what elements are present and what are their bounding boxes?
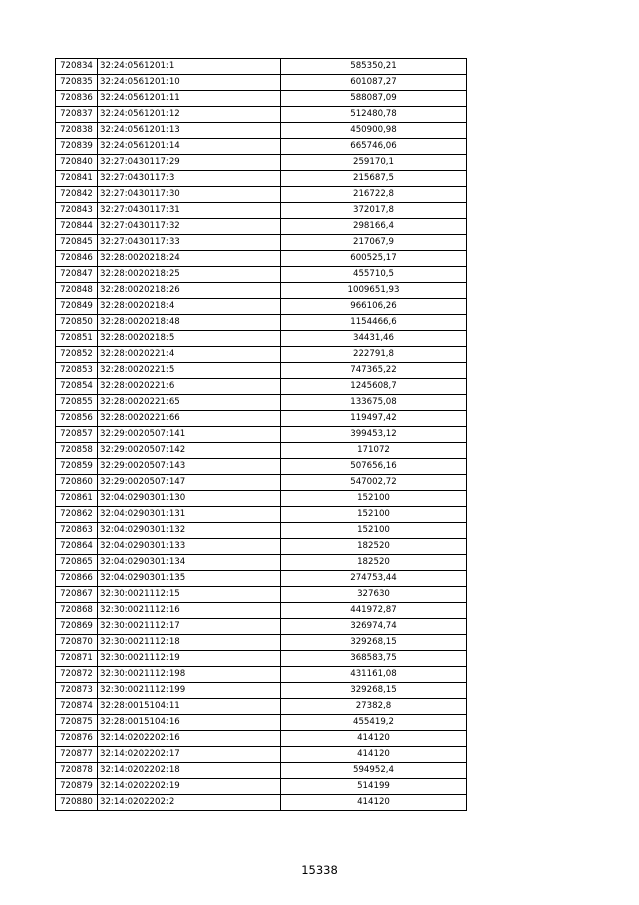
table-row xyxy=(56,507,467,523)
row-number-cell: 720863 xyxy=(56,523,98,539)
table-row xyxy=(56,347,467,363)
cadastral-number-cell: 32:24:0561201:12 xyxy=(98,107,281,123)
cadastral-number-cell: 32:14:0202202:19 xyxy=(98,779,281,795)
table-row xyxy=(56,715,467,731)
cadastral-value-cell: 216722,8 xyxy=(281,187,467,203)
row-number-cell: 720841 xyxy=(56,171,98,187)
row-number-cell: 720875 xyxy=(56,715,98,731)
table-row xyxy=(56,299,467,315)
row-number-cell: 720848 xyxy=(56,283,98,299)
row-number-cell: 720859 xyxy=(56,459,98,475)
cadastral-number-cell: 32:29:0020507:141 xyxy=(98,427,281,443)
cadastral-number-cell: 32:24:0561201:13 xyxy=(98,123,281,139)
table-row xyxy=(56,747,467,763)
cadastral-number-cell: 32:28:0020218:25 xyxy=(98,267,281,283)
table-row xyxy=(56,91,467,107)
cadastral-number-cell: 32:28:0020221:6 xyxy=(98,379,281,395)
table-row xyxy=(56,763,467,779)
cadastral-value-cell: 547002,72 xyxy=(281,475,467,491)
row-number-cell: 720878 xyxy=(56,763,98,779)
cadastral-value-cell: 414120 xyxy=(281,747,467,763)
cadastral-number-cell: 32:27:0430117:30 xyxy=(98,187,281,203)
page-number: 15338 xyxy=(301,863,338,877)
cadastral-value-cell: 966106,26 xyxy=(281,299,467,315)
row-number-cell: 720834 xyxy=(56,59,98,75)
row-number-cell: 720851 xyxy=(56,331,98,347)
cadastral-value-cell: 585350,21 xyxy=(281,59,467,75)
cadastral-number-cell: 32:28:0020218:5 xyxy=(98,331,281,347)
cadastral-value-cell: 399453,12 xyxy=(281,427,467,443)
table-row xyxy=(56,203,467,219)
cadastral-number-cell: 32:28:0015104:16 xyxy=(98,715,281,731)
cadastral-value-cell: 298166,4 xyxy=(281,219,467,235)
cadastral-number-cell: 32:27:0430117:29 xyxy=(98,155,281,171)
table-row xyxy=(56,587,467,603)
cadastral-value-cell: 601087,27 xyxy=(281,75,467,91)
cadastral-number-cell: 32:14:0202202:18 xyxy=(98,763,281,779)
table-row xyxy=(56,779,467,795)
row-number-cell: 720839 xyxy=(56,139,98,155)
cadastral-number-cell: 32:28:0020221:4 xyxy=(98,347,281,363)
cadastral-number-cell: 32:30:0021112:198 xyxy=(98,667,281,683)
table-row xyxy=(56,107,467,123)
table-row xyxy=(56,667,467,683)
table-row xyxy=(56,651,467,667)
cadastral-value-cell: 514199 xyxy=(281,779,467,795)
cadastral-number-cell: 32:27:0430117:32 xyxy=(98,219,281,235)
cadastral-number-cell: 32:04:0290301:135 xyxy=(98,571,281,587)
cadastral-value-cell: 329268,15 xyxy=(281,683,467,699)
cadastral-number-cell: 32:24:0561201:11 xyxy=(98,91,281,107)
cadastral-value-cell: 594952,4 xyxy=(281,763,467,779)
cadastral-number-cell: 32:28:0020221:66 xyxy=(98,411,281,427)
cadastral-number-cell: 32:04:0290301:134 xyxy=(98,555,281,571)
cadastral-value-cell: 222791,8 xyxy=(281,347,467,363)
table-row xyxy=(56,571,467,587)
cadastral-number-cell: 32:28:0020218:26 xyxy=(98,283,281,299)
table-row xyxy=(56,731,467,747)
cadastral-number-cell: 32:28:0020218:4 xyxy=(98,299,281,315)
table-row xyxy=(56,427,467,443)
cadastral-value-table xyxy=(55,58,467,811)
cadastral-number-cell: 32:30:0021112:16 xyxy=(98,603,281,619)
cadastral-value-cell: 414120 xyxy=(281,795,467,811)
cadastral-number-cell: 32:24:0561201:1 xyxy=(98,59,281,75)
row-number-cell: 720850 xyxy=(56,315,98,331)
cadastral-number-cell: 32:30:0021112:19 xyxy=(98,651,281,667)
cadastral-value-cell: 1154466,6 xyxy=(281,315,467,331)
cadastral-value-cell: 414120 xyxy=(281,731,467,747)
cadastral-value-cell: 326974,74 xyxy=(281,619,467,635)
table-row xyxy=(56,379,467,395)
cadastral-number-cell: 32:27:0430117:33 xyxy=(98,235,281,251)
cadastral-value-cell: 34431,46 xyxy=(281,331,467,347)
row-number-cell: 720873 xyxy=(56,683,98,699)
row-number-cell: 720866 xyxy=(56,571,98,587)
row-number-cell: 720843 xyxy=(56,203,98,219)
cadastral-value-cell: 507656,16 xyxy=(281,459,467,475)
cadastral-value-cell: 171072 xyxy=(281,443,467,459)
cadastral-value-cell: 182520 xyxy=(281,539,467,555)
table-row xyxy=(56,331,467,347)
row-number-cell: 720845 xyxy=(56,235,98,251)
table-row xyxy=(56,251,467,267)
row-number-cell: 720838 xyxy=(56,123,98,139)
cadastral-value-cell: 329268,15 xyxy=(281,635,467,651)
cadastral-value-cell: 259170,1 xyxy=(281,155,467,171)
table-row xyxy=(56,459,467,475)
cadastral-value-cell: 217067,9 xyxy=(281,235,467,251)
row-number-cell: 720858 xyxy=(56,443,98,459)
row-number-cell: 720877 xyxy=(56,747,98,763)
cadastral-number-cell: 32:14:0202202:16 xyxy=(98,731,281,747)
cadastral-number-cell: 32:28:0015104:11 xyxy=(98,699,281,715)
table-row xyxy=(56,523,467,539)
cadastral-value-cell: 747365,22 xyxy=(281,363,467,379)
row-number-cell: 720856 xyxy=(56,411,98,427)
cadastral-value-cell: 588087,09 xyxy=(281,91,467,107)
row-number-cell: 720874 xyxy=(56,699,98,715)
row-number-cell: 720840 xyxy=(56,155,98,171)
table-row xyxy=(56,283,467,299)
table-row xyxy=(56,475,467,491)
row-number-cell: 720868 xyxy=(56,603,98,619)
row-number-cell: 720867 xyxy=(56,587,98,603)
cadastral-value-cell: 215687,5 xyxy=(281,171,467,187)
cadastral-number-cell: 32:04:0290301:131 xyxy=(98,507,281,523)
table-row xyxy=(56,699,467,715)
row-number-cell: 720837 xyxy=(56,107,98,123)
table-row xyxy=(56,491,467,507)
cadastral-value-cell: 455419,2 xyxy=(281,715,467,731)
table-row xyxy=(56,411,467,427)
row-number-cell: 720842 xyxy=(56,187,98,203)
row-number-cell: 720876 xyxy=(56,731,98,747)
cadastral-number-cell: 32:29:0020507:143 xyxy=(98,459,281,475)
cadastral-value-cell: 1245608,7 xyxy=(281,379,467,395)
row-number-cell: 720853 xyxy=(56,363,98,379)
cadastral-number-cell: 32:24:0561201:10 xyxy=(98,75,281,91)
cadastral-value-cell: 512480,78 xyxy=(281,107,467,123)
cadastral-value-cell: 372017,8 xyxy=(281,203,467,219)
row-number-cell: 720864 xyxy=(56,539,98,555)
row-number-cell: 720880 xyxy=(56,795,98,811)
table-row xyxy=(56,155,467,171)
cadastral-number-cell: 32:28:0020218:48 xyxy=(98,315,281,331)
cadastral-number-cell: 32:28:0020221:5 xyxy=(98,363,281,379)
row-number-cell: 720846 xyxy=(56,251,98,267)
cadastral-number-cell: 32:30:0021112:15 xyxy=(98,587,281,603)
cadastral-value-cell: 455710,5 xyxy=(281,267,467,283)
table-row xyxy=(56,395,467,411)
cadastral-value-cell: 450900,98 xyxy=(281,123,467,139)
cadastral-number-cell: 32:30:0021112:17 xyxy=(98,619,281,635)
row-number-cell: 720855 xyxy=(56,395,98,411)
table-row xyxy=(56,315,467,331)
cadastral-number-cell: 32:30:0021112:199 xyxy=(98,683,281,699)
table-row xyxy=(56,187,467,203)
row-number-cell: 720860 xyxy=(56,475,98,491)
table-row xyxy=(56,555,467,571)
row-number-cell: 720847 xyxy=(56,267,98,283)
row-number-cell: 720844 xyxy=(56,219,98,235)
row-number-cell: 720849 xyxy=(56,299,98,315)
cadastral-number-cell: 32:30:0021112:18 xyxy=(98,635,281,651)
cadastral-value-cell: 133675,08 xyxy=(281,395,467,411)
cadastral-value-cell: 441972,87 xyxy=(281,603,467,619)
row-number-cell: 720852 xyxy=(56,347,98,363)
cadastral-number-cell: 32:14:0202202:2 xyxy=(98,795,281,811)
row-number-cell: 720854 xyxy=(56,379,98,395)
cadastral-value-cell: 152100 xyxy=(281,491,467,507)
table-row xyxy=(56,59,467,75)
row-number-cell: 720879 xyxy=(56,779,98,795)
cadastral-value-cell: 600525,17 xyxy=(281,251,467,267)
cadastral-number-cell: 32:04:0290301:132 xyxy=(98,523,281,539)
cadastral-value-cell: 1009651,93 xyxy=(281,283,467,299)
cadastral-value-cell: 368583,75 xyxy=(281,651,467,667)
cadastral-number-cell: 32:29:0020507:147 xyxy=(98,475,281,491)
cadastral-value-cell: 327630 xyxy=(281,587,467,603)
table-row xyxy=(56,219,467,235)
cadastral-value-cell: 182520 xyxy=(281,555,467,571)
table-row xyxy=(56,795,467,811)
cadastral-number-cell: 32:14:0202202:17 xyxy=(98,747,281,763)
cadastral-value-cell: 27382,8 xyxy=(281,699,467,715)
table-row xyxy=(56,603,467,619)
table-row xyxy=(56,683,467,699)
table-row xyxy=(56,635,467,651)
row-number-cell: 720861 xyxy=(56,491,98,507)
row-number-cell: 720857 xyxy=(56,427,98,443)
cadastral-number-cell: 32:29:0020507:142 xyxy=(98,443,281,459)
cadastral-value-cell: 274753,44 xyxy=(281,571,467,587)
row-number-cell: 720870 xyxy=(56,635,98,651)
table-row xyxy=(56,171,467,187)
row-number-cell: 720862 xyxy=(56,507,98,523)
cadastral-number-cell: 32:28:0020221:65 xyxy=(98,395,281,411)
cadastral-number-cell: 32:24:0561201:14 xyxy=(98,139,281,155)
cadastral-number-cell: 32:27:0430117:31 xyxy=(98,203,281,219)
cadastral-value-cell: 152100 xyxy=(281,507,467,523)
cadastral-number-cell: 32:28:0020218:24 xyxy=(98,251,281,267)
cadastral-value-cell: 152100 xyxy=(281,523,467,539)
row-number-cell: 720835 xyxy=(56,75,98,91)
table-row xyxy=(56,443,467,459)
cadastral-number-cell: 32:04:0290301:130 xyxy=(98,491,281,507)
table-row xyxy=(56,267,467,283)
table-row xyxy=(56,75,467,91)
table-row xyxy=(56,619,467,635)
row-number-cell: 720836 xyxy=(56,91,98,107)
cadastral-value-cell: 431161,08 xyxy=(281,667,467,683)
table-row xyxy=(56,363,467,379)
cadastral-number-cell: 32:27:0430117:3 xyxy=(98,171,281,187)
table-row xyxy=(56,539,467,555)
row-number-cell: 720869 xyxy=(56,619,98,635)
table-row xyxy=(56,235,467,251)
row-number-cell: 720872 xyxy=(56,667,98,683)
cadastral-number-cell: 32:04:0290301:133 xyxy=(98,539,281,555)
row-number-cell: 720871 xyxy=(56,651,98,667)
cadastral-value-cell: 665746,06 xyxy=(281,139,467,155)
cadastral-value-cell: 119497,42 xyxy=(281,411,467,427)
row-number-cell: 720865 xyxy=(56,555,98,571)
table-body xyxy=(56,59,467,811)
table-row xyxy=(56,123,467,139)
table-row xyxy=(56,139,467,155)
